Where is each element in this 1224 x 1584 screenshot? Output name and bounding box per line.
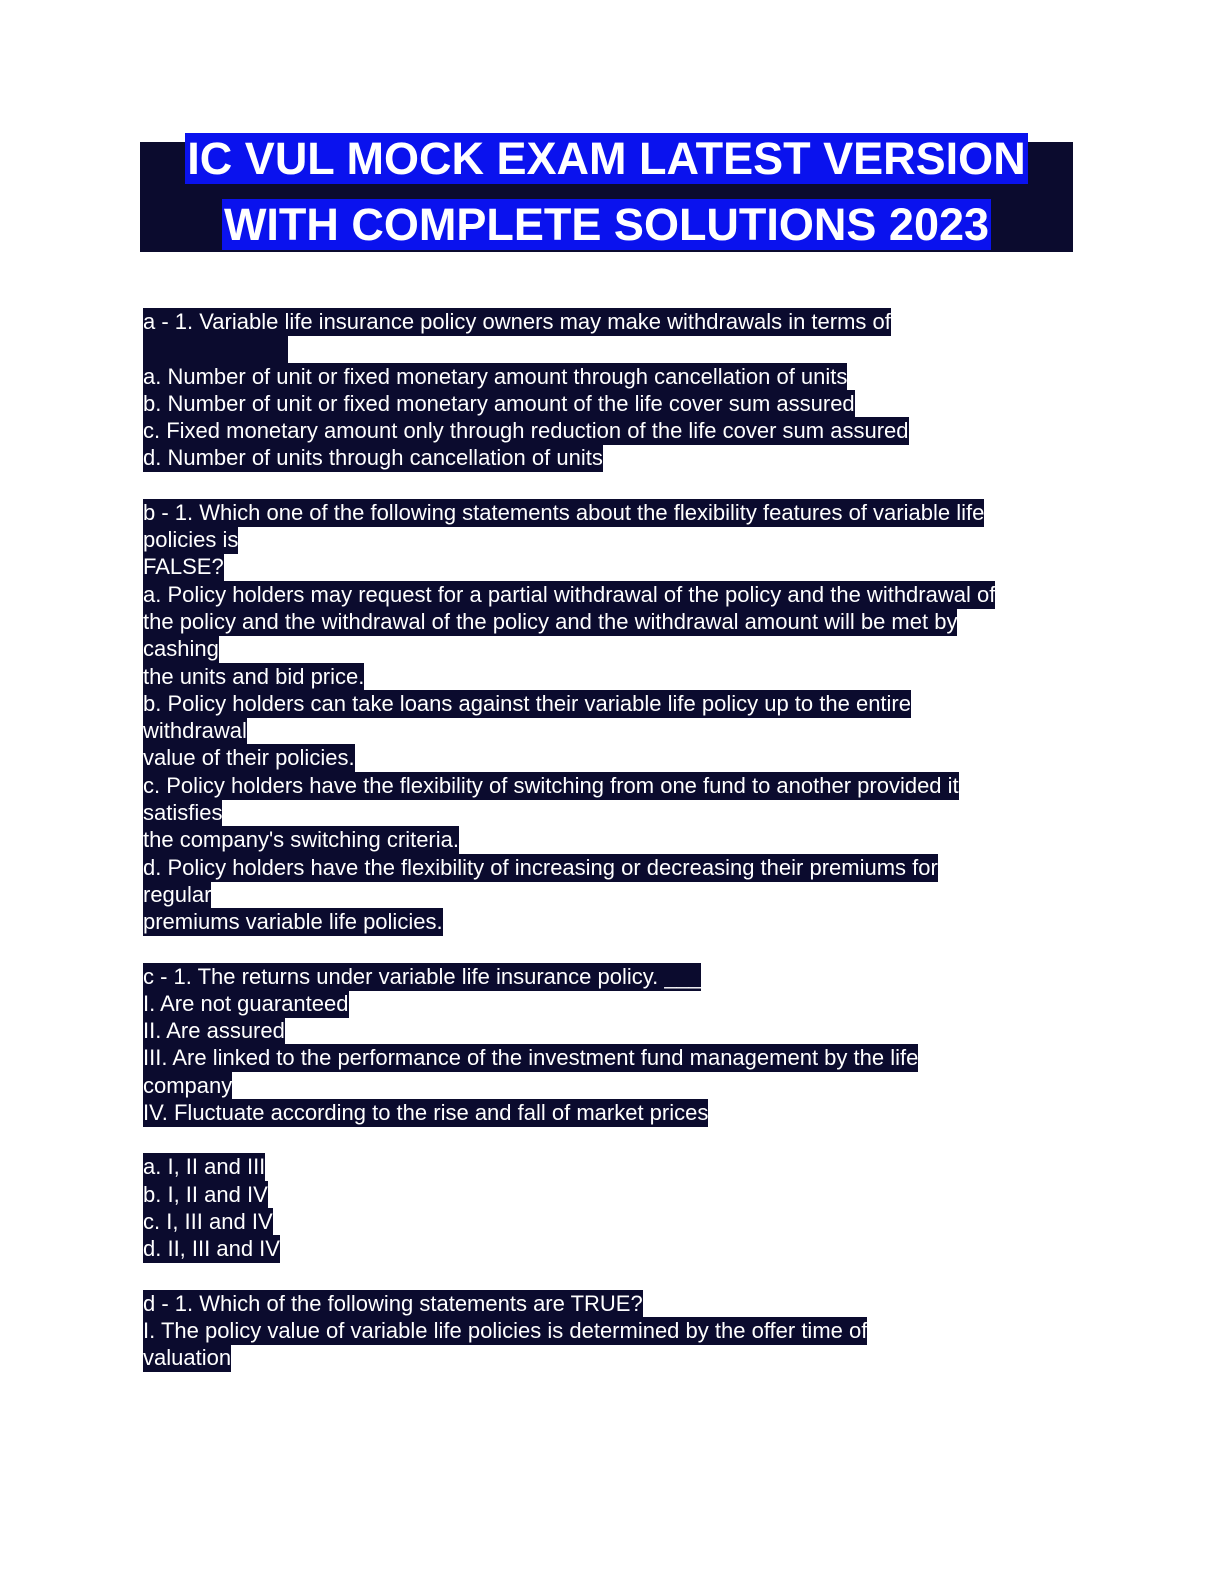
answer-blank — [143, 335, 1083, 362]
question-stem: c - 1. The returns under variable life insurance policy. ___ — [143, 963, 702, 989]
document-body — [143, 308, 1083, 1398]
option-a: the units and bid price. — [143, 663, 365, 689]
option-c: c. I, III and IV — [143, 1208, 273, 1234]
option-c: c. Policy holders have the flexibility of switching from one fund to another provided it — [143, 772, 959, 798]
option-a: a. I, II and III — [143, 1154, 266, 1180]
title-line-2: WITH COMPLETE SOLUTIONS 2023 — [223, 199, 990, 250]
question-stem: b - 1. Which one of the following statements about the flexibility features of variable life — [143, 499, 985, 525]
option-d: premiums variable life policies. — [143, 909, 443, 935]
statement-iv: IV. Fluctuate according to the rise and fall of market prices — [143, 1100, 709, 1126]
option-a: the policy and the withdrawal of the policy and the withdrawal amount will be met by — [143, 608, 958, 634]
document-title — [140, 133, 1073, 252]
question-b1 — [143, 499, 1083, 936]
title-line-1: IC VUL MOCK EXAM LATEST VERSION — [187, 133, 1026, 184]
option-c: satisfies — [143, 800, 223, 826]
statement-iii: III. Are linked to the performance of the investment fund management by the life — [143, 1045, 919, 1071]
option-b: withdrawal — [143, 718, 247, 744]
statement-ii: II. Are assured — [143, 1018, 285, 1044]
question-d1 — [143, 1290, 1083, 1372]
option-b: b. Number of unit or fixed monetary amount of the life cover sum assured — [143, 390, 855, 416]
option-b: b. Policy holders can take loans against their variable life policy up to the entire — [143, 690, 911, 716]
option-d: d. Policy holders have the flexibility of increasing or decreasing their premiums for — [143, 854, 938, 880]
option-a: cashing — [143, 636, 219, 662]
option-b: b. I, II and IV — [143, 1181, 268, 1207]
question-stem: FALSE? — [143, 554, 224, 580]
option-a: a. Number of unit or fixed monetary amount through cancellation of units — [143, 363, 848, 389]
question-c1-options — [143, 1153, 1083, 1262]
statement-iii: company — [143, 1072, 233, 1098]
option-b: value of their policies. — [143, 745, 355, 771]
option-d: d. Number of units through cancellation of units — [143, 445, 603, 471]
question-stem: a - 1. Variable life insurance policy owners may make withdrawals in terms of — [143, 309, 891, 334]
option-a: a. Policy holders may request for a partial withdrawal of the policy and the withdrawal of — [143, 581, 996, 607]
question-a1 — [143, 308, 1083, 472]
statement-i: I. The policy value of variable life policies is determined by the offer time of — [143, 1317, 868, 1343]
question-c1 — [143, 963, 1083, 1127]
statement-i: I. Are not guaranteed — [143, 990, 349, 1016]
option-d: regular — [143, 881, 212, 907]
statement-i: valuation — [143, 1345, 232, 1371]
option-c: c. Fixed monetary amount only through reduction of the life cover sum assured — [143, 418, 909, 444]
option-c: the company's switching criteria. — [143, 827, 459, 853]
question-stem: d - 1. Which of the following statements are TRUE? — [143, 1290, 643, 1316]
option-d: d. II, III and IV — [143, 1236, 280, 1262]
question-stem: policies is — [143, 527, 239, 553]
